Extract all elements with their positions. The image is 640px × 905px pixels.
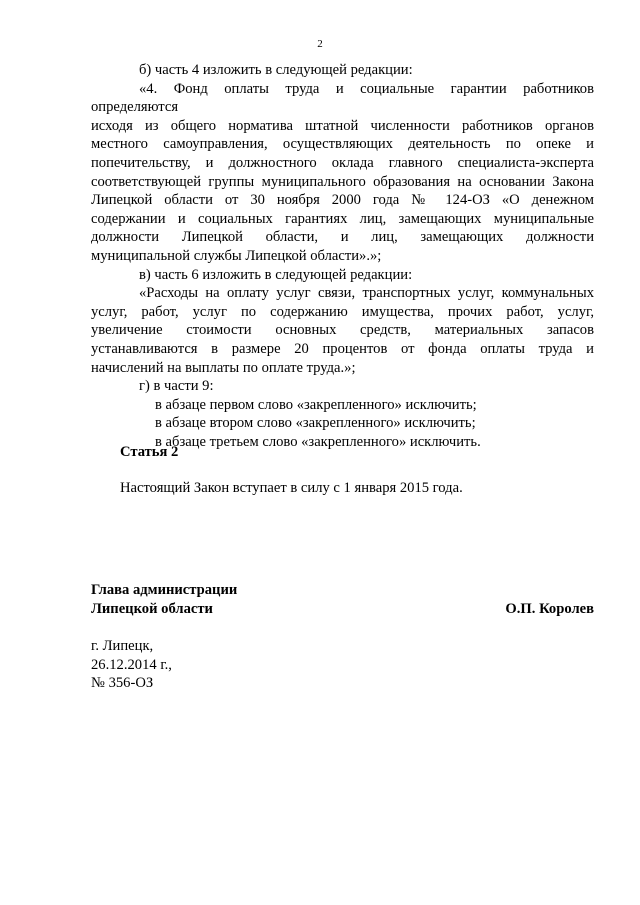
- text-line: соответствующей группы муниципального образования на основании Закона: [91, 173, 594, 190]
- signatory-name: О.П. Королев: [505, 600, 594, 617]
- law-number: № 356-ОЗ: [91, 675, 154, 692]
- document-body: [91, 61, 594, 451]
- text-line: муниципальной службы Липецкой области».»;: [91, 247, 382, 264]
- signatory-position-line2: Липецкой области: [91, 600, 213, 617]
- text-line: должности Липецкой области, и лиц, замещающих должности: [91, 229, 594, 246]
- signature-block: [91, 581, 594, 618]
- text-line: услуг, работ, услуг по содержанию имущества, прочих работ, услуг,: [91, 303, 594, 320]
- place-date-block: [91, 637, 172, 693]
- text-line: попечительству, и должностного оклада главного специалиста-эксперта: [91, 154, 594, 171]
- text-line: исходя из общего норматива штатной численности работников органов: [91, 117, 594, 134]
- text-line: устанавливаются в размере 20 процентов от фонда оплаты труда и: [91, 340, 594, 357]
- paragraph-b: б) часть 4 изложить в следующей редакции:: [139, 62, 413, 78]
- paragraph-g: г) в части 9:: [139, 378, 214, 395]
- date: 26.12.2014 г.,: [91, 656, 172, 673]
- article-title: Статья 2: [120, 444, 179, 460]
- text-line: содержании и социальных гарантиях лиц, замещающих муниципальные: [91, 210, 594, 227]
- signatory-position-line1: Глава администрации: [91, 582, 238, 598]
- article-text: Настоящий Закон вступает в силу с 1 января 2015 года.: [120, 480, 463, 496]
- page-number: 2: [317, 38, 323, 50]
- subparagraph-second: в абзаце втором слово «закрепленного» исключить;: [155, 415, 476, 432]
- subparagraph-third: в абзаце третьем слово «закрепленного» исключить.: [155, 433, 481, 450]
- paragraph-part4-text: [91, 80, 594, 266]
- paragraph-v: в) часть 6 изложить в следующей редакции:: [139, 266, 413, 283]
- text-line: местного самоуправления, осуществляющих деятельность по опеке и: [91, 136, 594, 153]
- paragraph-part6-text: [91, 284, 594, 377]
- text-line: Липецкой области от 30 ноября 2000 года № 124-ОЗ «О денежном: [91, 192, 594, 209]
- text-line: увеличение стоимости основных средств, материальных запасов: [91, 322, 594, 339]
- subparagraph-first: в абзаце первом слово «закрепленного» исключить;: [155, 396, 477, 413]
- text-line: начислений на выплаты по оплате труда.»;: [91, 359, 356, 376]
- city: г. Липецк,: [91, 638, 154, 654]
- text-line: «4. Фонд оплаты труда и социальные гарантии работников определяются: [91, 80, 594, 116]
- text-line: «Расходы на оплату услуг связи, транспортных услуг, коммунальных: [139, 285, 594, 302]
